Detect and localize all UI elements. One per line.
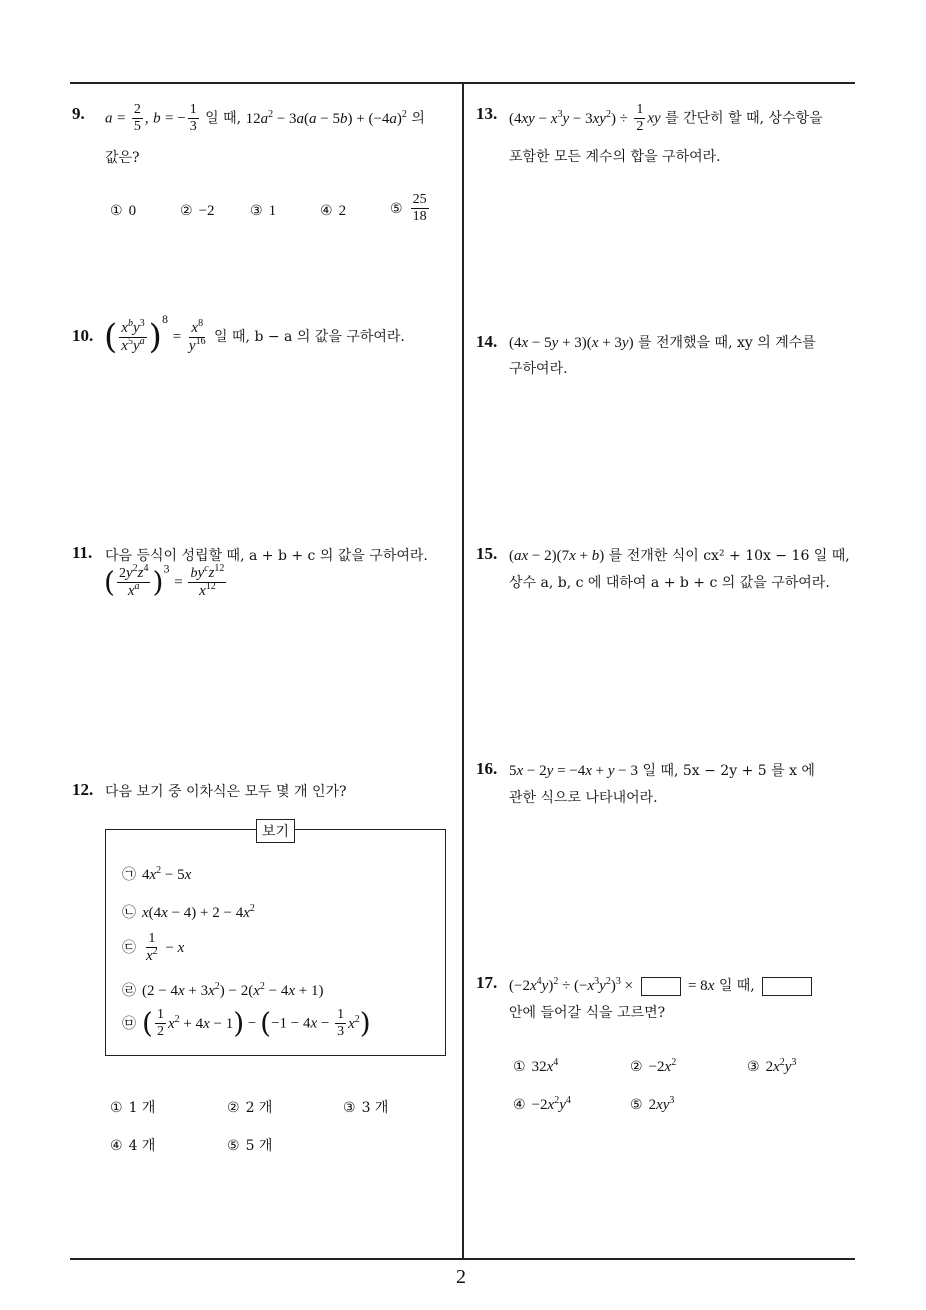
question-text-2: 관한 식으로 나타내어라. — [509, 790, 658, 806]
fraction: $\frac{1}{3}$ — [189, 102, 197, 134]
question-text-2: 상수 a, b, c 에 대하여 a + b + c 의 값을 구하여라. — [509, 575, 830, 591]
question-text: $(4xy - x^3y - 3xy^2)$ ÷ $\frac{1}{2}$ xy 를 간단히 할 때, 상수항을 — [509, 102, 823, 134]
bottom-rule — [70, 1258, 855, 1260]
choice-4[interactable]: ④ 4 개 — [110, 1138, 156, 1154]
question-number: 17. — [476, 973, 498, 992]
question-text: 다음 등식이 성립할 때, a + b + c 의 값을 구하여라. — [105, 548, 428, 564]
text-suffix: 일 때, — [205, 110, 242, 127]
example-item-3: ㉢ $\frac{1}{x^2}$ − x — [122, 931, 185, 964]
circled-1-icon: ① — [513, 1059, 526, 1075]
question-text-2: 포함한 모든 계수의 합을 구하여라. — [509, 149, 721, 165]
choice-3[interactable]: ③ 1 — [250, 203, 277, 219]
example-box-label: 보기 — [256, 819, 295, 843]
choice-4[interactable]: ④ $-2x^2y^4$ — [513, 1095, 571, 1113]
choice-3[interactable]: ③ 3 개 — [343, 1100, 389, 1116]
question-text: 5x − 2y = −4x + y − 3 일 때, 5x − 2y + 5 를 x 에 — [509, 763, 815, 779]
answer-blank-reference — [762, 977, 812, 996]
example-item-2: ㉡ $x(4x - 4) + 2 - 4x^2$ — [122, 903, 255, 921]
question-text: ( $\frac{x^by^3}{x^5y^a}$ )$^8$ = $\frac{x^8}{y^{16}}$ 일 때, b − a 의 값을 구하여라. — [104, 315, 405, 357]
circled-3-icon: ③ — [250, 203, 263, 219]
question-number: 10. — [72, 326, 94, 345]
question-number: 13. — [476, 104, 498, 123]
circled-4-icon: ④ — [110, 1138, 123, 1154]
circled-5-icon: ⑤ — [227, 1138, 240, 1154]
question-text-2: 구하여라. — [509, 361, 568, 377]
choice-5[interactable]: ⑤ $2xy^3$ — [630, 1095, 675, 1113]
choice-2[interactable]: ② $-2x^2$ — [630, 1057, 677, 1075]
circled-5-icon: ⑤ — [630, 1097, 643, 1113]
equation: ( $\frac{2y^2z^4}{x^a}$ )$^3$ = $\frac{by^cz^{12}}{x^{12}}$ — [104, 563, 225, 599]
choice-4[interactable]: ④ 2 — [320, 203, 347, 219]
choice-5[interactable]: ⑤ $\frac{25}{18}$ — [390, 192, 427, 224]
circled-4-icon: ④ — [513, 1097, 526, 1113]
circled-3-icon: ③ — [747, 1059, 760, 1075]
question-number: 14. — [476, 332, 498, 351]
choice-2[interactable]: ② −2 — [180, 203, 215, 219]
circled-2-icon: ② — [180, 203, 193, 219]
example-item-1: ㉠ $4x^2 - 5x$ — [122, 865, 192, 883]
circled-2-icon: ② — [227, 1100, 240, 1116]
fraction: $\frac{2}{5}$ — [133, 102, 141, 134]
choice-2[interactable]: ② 2 개 — [227, 1100, 273, 1116]
question-text: (4x − 5y + 3)(x + 3y) 를 전개했을 때, xy 의 계수를 — [509, 335, 816, 351]
question-text: (ax − 2)(7x + b) 를 전개한 식이 cx² + 10x − 16 일 때, — [509, 548, 850, 564]
question-number: 12. — [72, 780, 94, 799]
choice-3[interactable]: ③ $2x^2y^3$ — [747, 1057, 797, 1075]
example-item-5: ㉤ ( $\frac{1}{2}$ $x^2 + 4x - 1) - (-1 - 4x$ − $\frac{1}{3}$ $x^2$) — [122, 1006, 371, 1040]
choice-5[interactable]: ⑤ 5 개 — [227, 1138, 273, 1154]
choice-1[interactable]: ① 0 — [110, 203, 137, 219]
question-number: 11. — [72, 543, 93, 562]
question-number: 16. — [476, 759, 498, 778]
choice-1[interactable]: ① 1 개 — [110, 1100, 156, 1116]
circled-1-icon: ① — [110, 1100, 123, 1116]
text-end: 의 — [411, 110, 425, 127]
circled-2-icon: ② — [630, 1059, 643, 1075]
question-text: 다음 보기 중 이차식은 모두 몇 개 인가? — [105, 784, 347, 800]
question-text-2: 값은? — [105, 150, 140, 166]
question-number: 15. — [476, 544, 498, 563]
choice-1[interactable]: ① $32x^4$ — [513, 1057, 559, 1075]
answer-blank[interactable] — [641, 977, 681, 996]
question-number: 9. — [72, 104, 85, 123]
circled-4-icon: ④ — [320, 203, 333, 219]
circled-3-icon: ③ — [343, 1100, 356, 1116]
column-divider — [462, 82, 464, 1260]
example-item-4: ㉣ $(2 - 4x + 3x^2) - 2(x^2 - 4x + 1)$ — [122, 981, 324, 999]
page-number: 2 — [456, 1266, 466, 1288]
question-text: a = $\frac{2}{5}$ , b = − $\frac{1}{3}$ 일 때, $12a^2 - 3a(a - 5b) + (-4a)^2$ 의 — [105, 102, 425, 134]
circled-1-icon: ① — [110, 203, 123, 219]
question-text: $(-2x^4y)^2 \div (-x^3y^2)^3$ × = 8x 일 때, — [509, 975, 815, 996]
circled-5-icon: ⑤ — [390, 200, 403, 217]
question-text-tail: 일 때, b − a 의 값을 구하여라. — [214, 329, 405, 345]
question-text-2: 안에 들어갈 식을 고르면? — [509, 1005, 666, 1021]
